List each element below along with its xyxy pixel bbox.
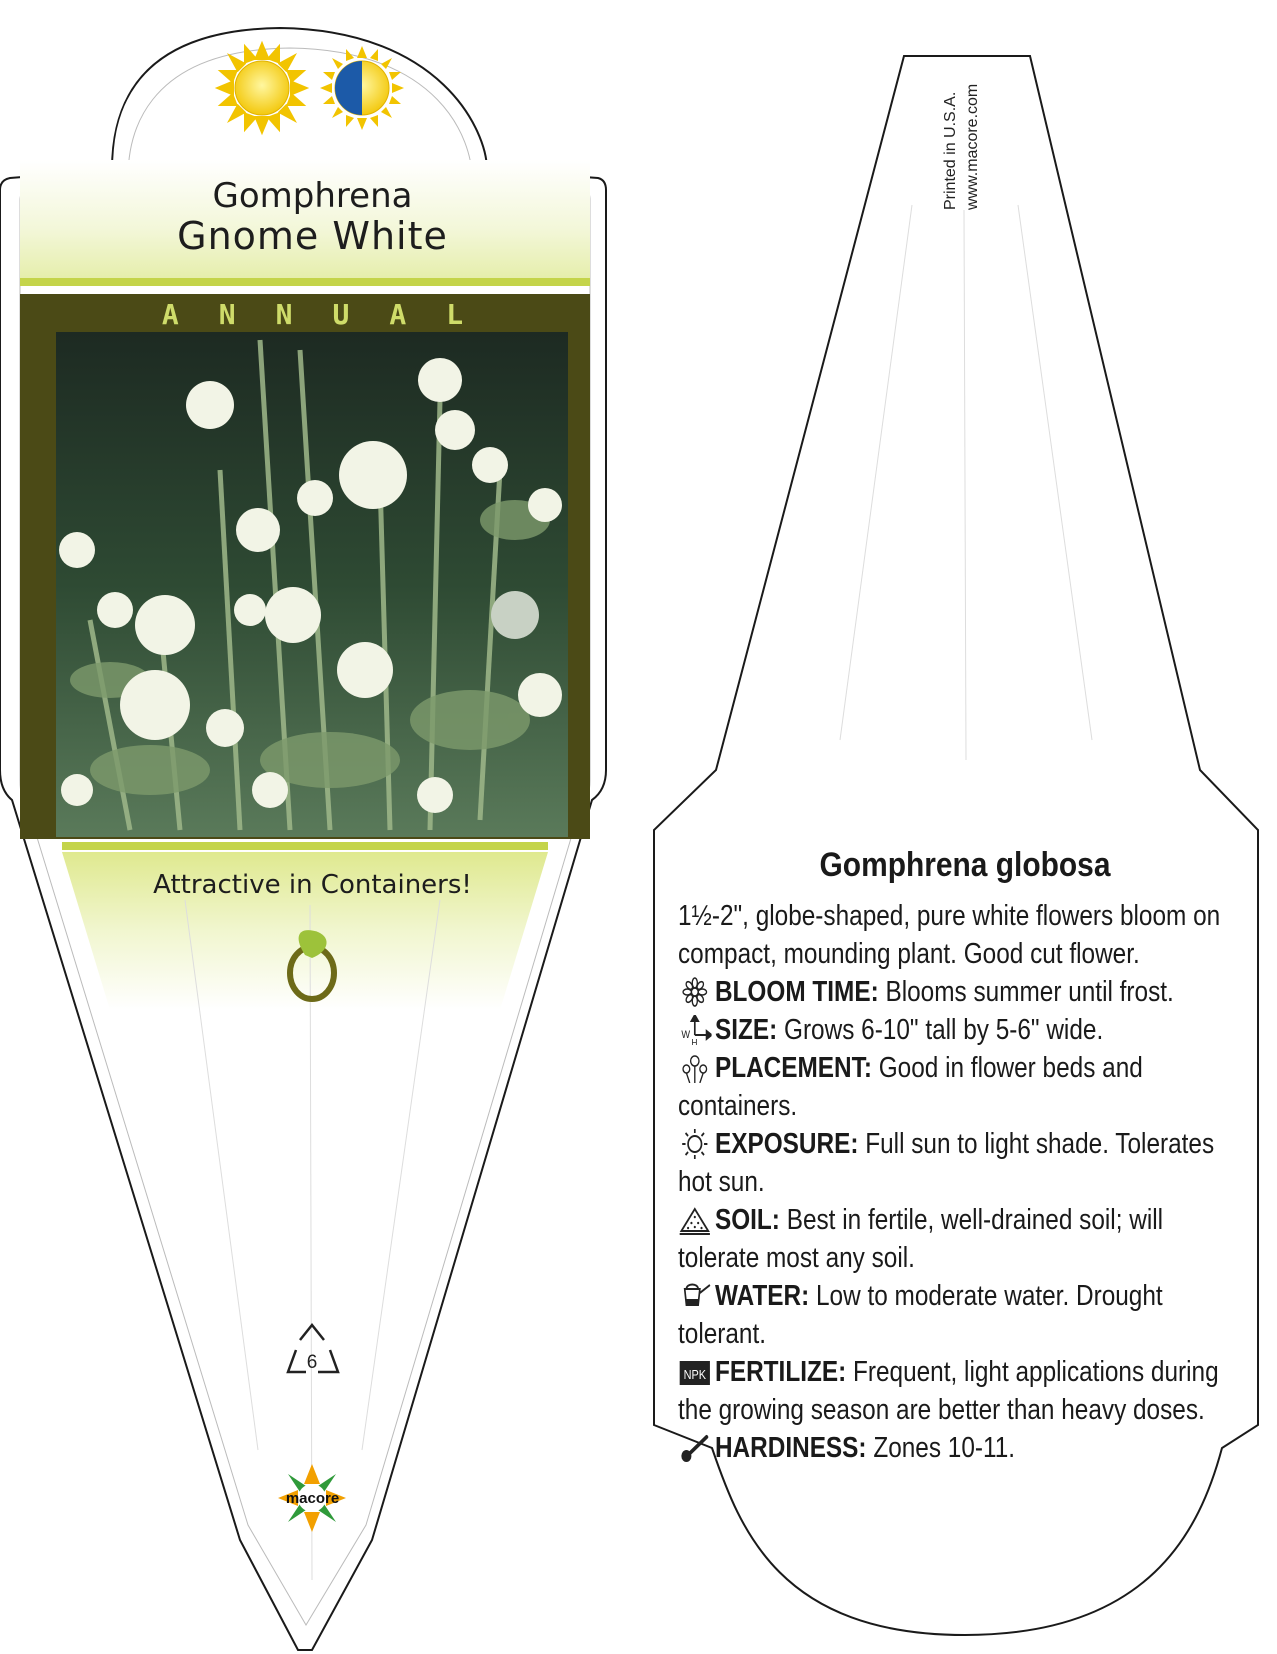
soil-text: Best in fertile, well-drained soil; will tolerate most any soil. — [678, 1204, 1164, 1274]
fertilize-row — [678, 1353, 1249, 1429]
botanical-name: Gomphrena globosa — [819, 846, 1111, 884]
hardiness-label: HARDINESS: — [714, 1432, 867, 1464]
placement-text: Good in flower beds and containers. — [678, 1052, 1143, 1122]
front-tag — [0, 28, 606, 1650]
category-text: ANNUAL — [161, 298, 504, 331]
soil-label: SOIL: — [714, 1204, 780, 1236]
placement-label: PLACEMENT: — [714, 1052, 872, 1084]
size-icon-h: H — [691, 1037, 698, 1045]
care-info — [678, 897, 1249, 1467]
exposure-label: EXPOSURE: — [714, 1128, 859, 1160]
full-sun-icon — [220, 46, 304, 130]
brand-name: macore — [285, 1490, 340, 1507]
size-label: SIZE: — [714, 1014, 778, 1046]
variety-name: Gnome White — [177, 214, 448, 258]
placement-icon — [678, 1053, 712, 1083]
exposure-row — [678, 1125, 1249, 1201]
tagline: Attractive in Containers! — [153, 870, 472, 900]
recycle-number: 6 — [306, 1352, 318, 1373]
soil-icon — [678, 1205, 712, 1235]
common-name: Gomphrena — [212, 176, 413, 216]
website-line: www.macore.com — [964, 83, 981, 210]
hardiness-row — [678, 1429, 1249, 1467]
sun-icon — [678, 1129, 712, 1159]
printed-line: Printed in U.S.A. — [942, 91, 959, 210]
water-text: Low to moderate water. Drought tolerant. — [678, 1280, 1163, 1350]
size-row — [678, 1011, 1249, 1049]
fertilize-text: Frequent, light applications during the growing season are better than heavy doses. — [678, 1356, 1219, 1426]
description: 1½-2", globe-shaped, pure white flowers bloom on compact, mounding plant. Good cut flower. — [678, 900, 1221, 970]
fertilizer-bag-icon — [678, 1357, 712, 1387]
bloom-text: Blooms summer until frost. — [885, 976, 1174, 1008]
fertilize-label: FERTILIZE: — [714, 1356, 847, 1388]
size-icon-w: W — [681, 1029, 691, 1042]
size-icon — [678, 1015, 712, 1045]
npk-text: NPK — [683, 1367, 707, 1383]
soil-row — [678, 1201, 1249, 1277]
exposure-text: Full sun to light shade. Tolerates hot sun. — [678, 1128, 1215, 1198]
plant-photo — [56, 332, 568, 837]
water-label: WATER: — [714, 1280, 810, 1312]
size-text: Grows 6-10" tall by 5-6" wide. — [783, 1014, 1104, 1046]
placement-row — [678, 1049, 1249, 1125]
flower-icon — [678, 977, 712, 1007]
category-label — [20, 298, 605, 331]
bloom-label: BLOOM TIME: — [714, 976, 879, 1008]
water-row — [678, 1277, 1249, 1353]
bloom-time-row — [678, 973, 1249, 1011]
thermometer-icon — [678, 1433, 712, 1463]
hardiness-text: Zones 10-11. — [873, 1432, 1016, 1464]
printed-info — [940, 84, 984, 210]
watering-can-icon — [678, 1281, 712, 1311]
